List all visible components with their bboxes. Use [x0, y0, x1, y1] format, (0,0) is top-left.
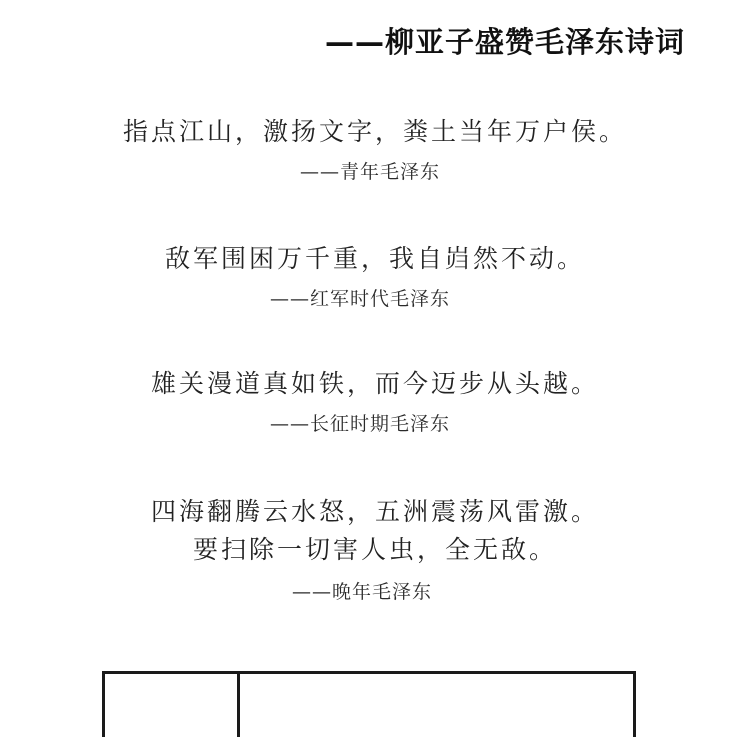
- page-subtitle: ——柳亚子盛赞毛泽东诗词: [324, 25, 685, 59]
- quote-attribution: ——晚年毛泽东: [292, 581, 433, 603]
- quote-block: [0, 494, 750, 568]
- table-frame: [102, 671, 636, 737]
- quote-attribution: ——长征时期毛泽东: [270, 413, 451, 435]
- quote-line: 雄关漫道真如铁，而今迈步从头越。: [150, 369, 599, 398]
- cropped-title: [62, 0, 702, 10]
- quote-line: 指点江山，激扬文字，粪土当年万户侯。: [122, 117, 627, 146]
- quote-block: [0, 114, 750, 150]
- quote-line: 敌军围困万千重，我自岿然不动。: [164, 244, 585, 273]
- quote-line: 要扫除一切害人虫，全无敌。: [192, 535, 557, 564]
- quote-block: [0, 366, 750, 402]
- quote-attribution: ——青年毛泽东: [300, 161, 441, 183]
- table-divider: [237, 674, 240, 737]
- quote-block: [0, 241, 750, 277]
- quote-attribution: ——红军时代毛泽东: [270, 288, 451, 310]
- quote-line: 四海翻腾云水怒，五洲震荡风雷激。: [150, 497, 599, 526]
